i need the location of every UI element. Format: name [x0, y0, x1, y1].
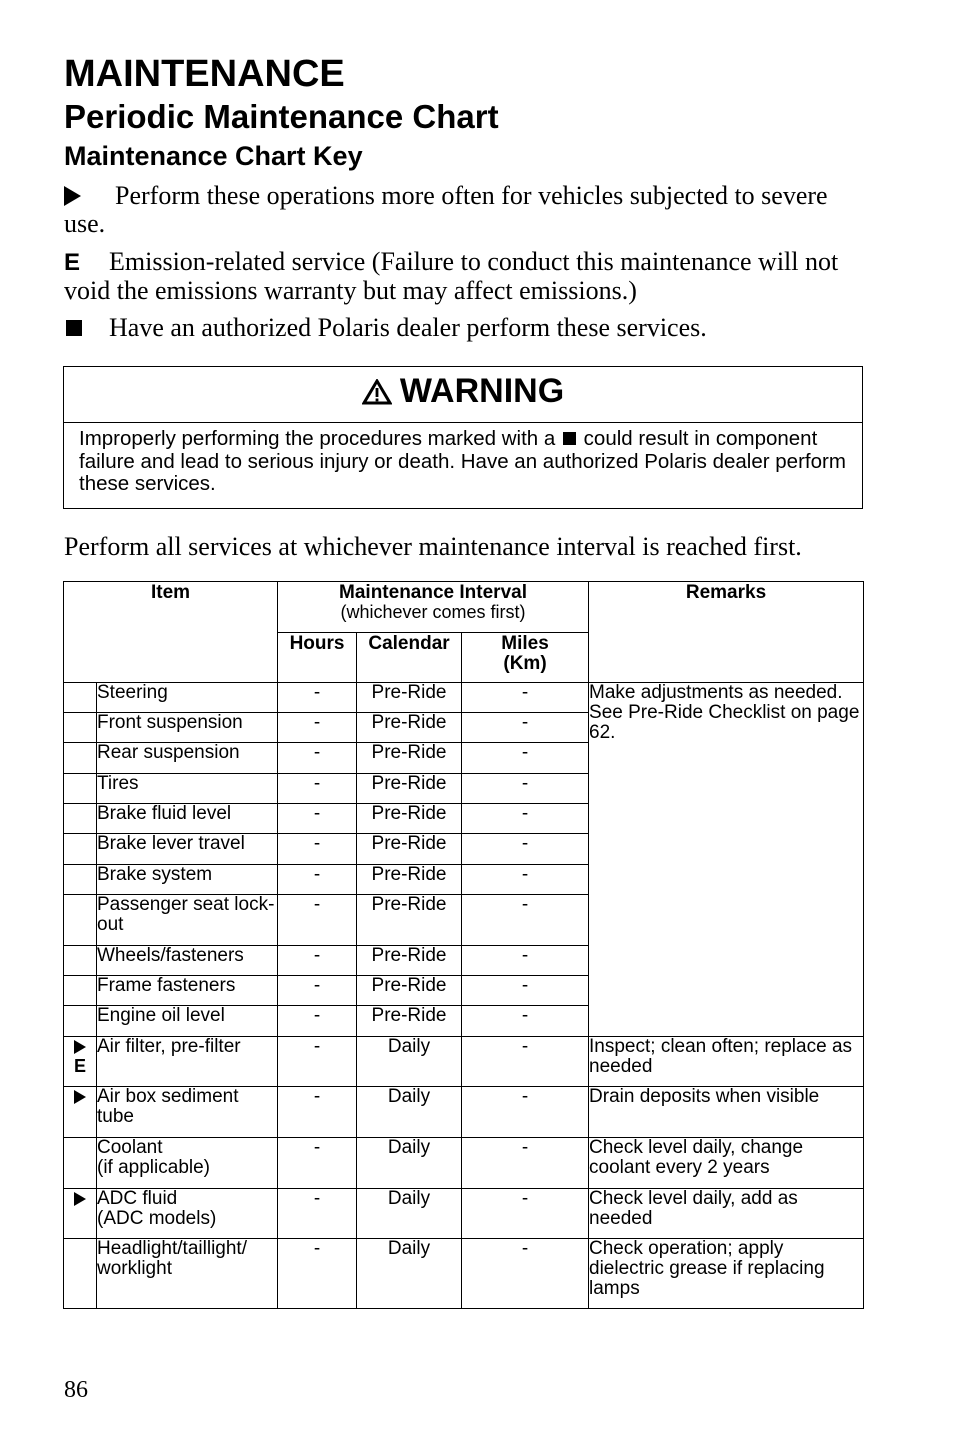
- hours-cell: -: [278, 865, 357, 895]
- table-row: [64, 1239, 864, 1309]
- header-interval: [278, 582, 589, 633]
- warning-box: [63, 366, 863, 509]
- hours-cell: -: [278, 1006, 357, 1037]
- remarks-cell: Drain deposits when visible: [589, 1087, 864, 1138]
- key-dealer-text: Have an authorized Polaris dealer perform these services.: [109, 313, 707, 342]
- miles-cell: -: [462, 895, 589, 946]
- symbol-cell: [64, 1087, 97, 1138]
- calendar-cell: Daily: [357, 1189, 462, 1239]
- pre-ride-remarks: Make adjustments as needed. See Pre-Ride Checklist on page 62.: [589, 683, 864, 1037]
- warning-triangle-icon: [362, 370, 392, 418]
- symbol-cell: [64, 1037, 97, 1087]
- table-row: [64, 1037, 864, 1087]
- header-km-label: (Km): [503, 653, 547, 674]
- symbol-cell: [64, 1239, 97, 1309]
- miles-cell: -: [462, 774, 589, 804]
- table-row: [64, 683, 864, 713]
- key-severe-use: [64, 182, 864, 238]
- severe-use-triangle-icon: [64, 186, 81, 206]
- item-cell: [97, 1189, 278, 1239]
- key-emission: [64, 248, 864, 305]
- miles-cell: -: [462, 946, 589, 976]
- item-cell: Brake lever travel: [97, 834, 278, 865]
- miles-cell: -: [462, 1087, 589, 1138]
- item-cell: Passenger seat lock-out: [97, 895, 278, 946]
- warning-title: WARNING: [399, 372, 565, 410]
- emission-symbol: E: [73, 1056, 86, 1076]
- miles-cell: -: [462, 1037, 589, 1087]
- intro-text: Perform all services at whichever maintenance interval is reached first.: [64, 532, 802, 561]
- severe-use-triangle-icon: [74, 1040, 86, 1054]
- item-name: ADC fluid: [97, 1188, 178, 1209]
- miles-cell: -: [462, 1189, 589, 1239]
- chart-title: Periodic Maintenance Chart: [64, 98, 499, 135]
- miles-cell: -: [462, 804, 589, 834]
- symbol-cell: [64, 895, 97, 946]
- hours-cell: -: [278, 1138, 357, 1189]
- header-interval-label: Maintenance Interval: [339, 582, 527, 603]
- page-number: 86: [64, 1377, 88, 1403]
- hours-cell: -: [278, 1037, 357, 1087]
- miles-cell: -: [462, 865, 589, 895]
- calendar-cell: Pre-Ride: [357, 713, 462, 743]
- symbol-cell: [64, 743, 97, 774]
- item-cell: Air filter, pre-filter: [97, 1037, 278, 1087]
- chart-key-title: Maintenance Chart Key: [64, 141, 363, 171]
- key-emission-text: Emission-related service (Failure to conduct this maintenance will not void the emissions warranty but may affect emissions.): [64, 247, 839, 305]
- calendar-cell: Pre-Ride: [357, 946, 462, 976]
- item-cell: Rear suspension: [97, 743, 278, 774]
- remarks-cell: Inspect; clean often; replace as needed: [589, 1037, 864, 1087]
- symbol-cell: [64, 946, 97, 976]
- dealer-square-icon: [66, 320, 82, 336]
- item-name: Coolant: [97, 1137, 163, 1158]
- remarks-cell: Check level daily, add as needed: [589, 1189, 864, 1239]
- hours-cell: -: [278, 834, 357, 865]
- item-cell: [97, 1138, 278, 1189]
- warning-text-after: could result in component failure and lead to serious injury or death. Have an authorized Polaris dealer perform these services.: [79, 427, 846, 495]
- item-cell: Front suspension: [97, 713, 278, 743]
- miles-cell: -: [462, 713, 589, 743]
- item-cell: Frame fasteners: [97, 976, 278, 1006]
- calendar-cell: Pre-Ride: [357, 865, 462, 895]
- miles-cell: -: [462, 743, 589, 774]
- miles-cell: -: [462, 1006, 589, 1037]
- hours-cell: -: [278, 1189, 357, 1239]
- hours-cell: -: [278, 946, 357, 976]
- hours-cell: -: [278, 774, 357, 804]
- hours-cell: -: [278, 804, 357, 834]
- warning-header: [64, 367, 862, 423]
- hours-cell: -: [278, 713, 357, 743]
- item-cell: Steering: [97, 683, 278, 713]
- item-note: (if applicable): [97, 1157, 210, 1178]
- hours-cell: -: [278, 683, 357, 713]
- item-note: (ADC models): [97, 1208, 217, 1229]
- calendar-cell: Daily: [357, 1037, 462, 1087]
- calendar-cell: Pre-Ride: [357, 743, 462, 774]
- calendar-cell: Pre-Ride: [357, 1006, 462, 1037]
- section-title: MAINTENANCE: [64, 53, 345, 95]
- calendar-cell: Daily: [357, 1239, 462, 1309]
- calendar-cell: Pre-Ride: [357, 976, 462, 1006]
- remarks-cell: Check level daily, change coolant every 2 years: [589, 1138, 864, 1189]
- calendar-cell: Pre-Ride: [357, 774, 462, 804]
- calendar-cell: Pre-Ride: [357, 895, 462, 946]
- calendar-cell: Pre-Ride: [357, 683, 462, 713]
- key-dealer: [64, 314, 864, 342]
- item-cell: Brake fluid level: [97, 804, 278, 834]
- hours-cell: -: [278, 976, 357, 1006]
- hours-cell: -: [278, 1087, 357, 1138]
- miles-cell: -: [462, 1239, 589, 1309]
- hours-cell: -: [278, 1239, 357, 1309]
- item-cell: Engine oil level: [97, 1006, 278, 1037]
- header-miles: [462, 633, 589, 683]
- header-interval-note: (whichever comes first): [340, 602, 526, 622]
- item-cell: Air box sediment tube: [97, 1087, 278, 1138]
- maintenance-table: [63, 581, 864, 1309]
- item-cell: Tires: [97, 774, 278, 804]
- symbol-cell: [64, 804, 97, 834]
- miles-cell: -: [462, 976, 589, 1006]
- symbol-cell: [64, 1189, 97, 1239]
- severe-use-triangle-icon: [74, 1090, 86, 1104]
- table-row: [64, 1087, 864, 1138]
- table-row: [64, 1138, 864, 1189]
- item-cell: Headlight/taillight/ worklight: [97, 1239, 278, 1309]
- header-calendar: Calendar: [357, 633, 462, 683]
- item-cell: Brake system: [97, 865, 278, 895]
- warning-text-before: Improperly performing the procedures marked with a: [79, 427, 556, 450]
- symbol-cell: [64, 713, 97, 743]
- warning-text: [64, 423, 862, 496]
- header-hours: Hours: [278, 633, 357, 683]
- symbol-cell: [64, 683, 97, 713]
- miles-cell: -: [462, 683, 589, 713]
- miles-cell: -: [462, 834, 589, 865]
- header-remarks: Remarks: [589, 582, 864, 683]
- symbol-cell: [64, 774, 97, 804]
- hours-cell: -: [278, 895, 357, 946]
- calendar-cell: Daily: [357, 1138, 462, 1189]
- calendar-cell: Pre-Ride: [357, 834, 462, 865]
- header-miles-label: Miles: [501, 633, 549, 654]
- remarks-cell: Check operation; apply dielectric grease if replacing lamps: [589, 1239, 864, 1309]
- table-row: [64, 1189, 864, 1239]
- symbol-cell: [64, 834, 97, 865]
- symbol-cell: [64, 1006, 97, 1037]
- hours-cell: -: [278, 743, 357, 774]
- dealer-square-icon: [563, 432, 576, 445]
- symbol-cell: [64, 1138, 97, 1189]
- key-severe-use-text: Perform these operations more often for vehicles subjected to severe use.: [64, 181, 828, 238]
- calendar-cell: Daily: [357, 1087, 462, 1138]
- symbol-cell: [64, 865, 97, 895]
- item-cell: Wheels/fasteners: [97, 946, 278, 976]
- calendar-cell: Pre-Ride: [357, 804, 462, 834]
- header-item: Item: [64, 582, 278, 683]
- severe-use-triangle-icon: [74, 1192, 86, 1206]
- miles-cell: -: [462, 1138, 589, 1189]
- emission-symbol: E: [64, 249, 81, 276]
- symbol-cell: [64, 976, 97, 1006]
